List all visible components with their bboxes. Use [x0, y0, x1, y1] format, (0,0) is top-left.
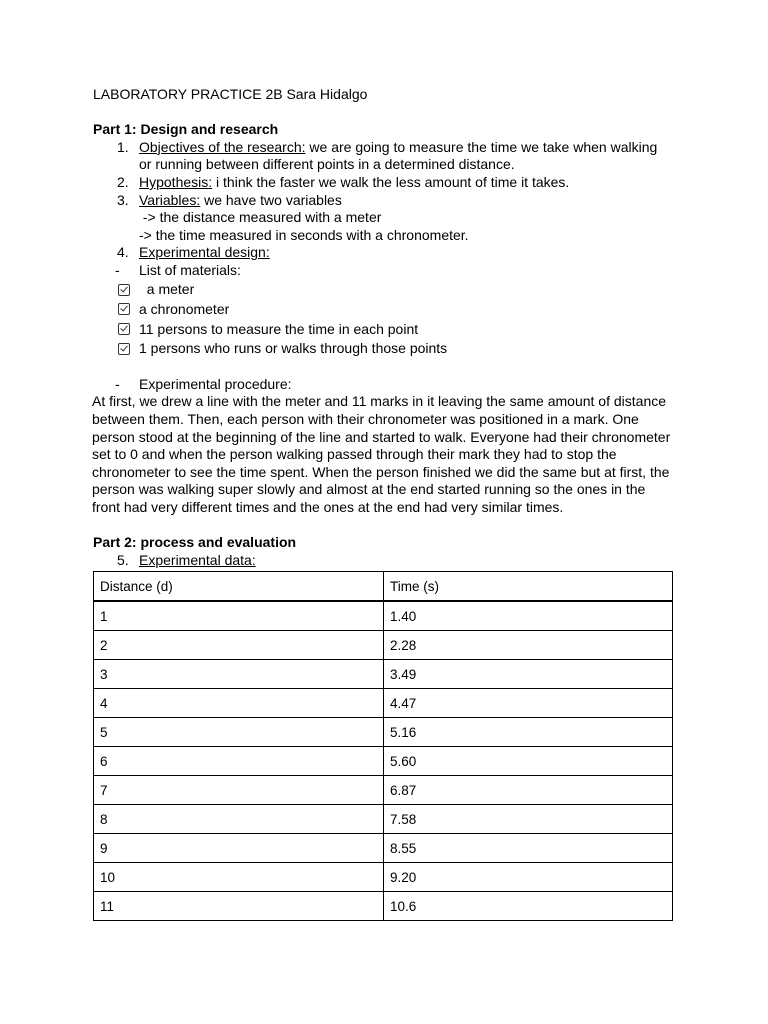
list-item-design — [93, 244, 673, 262]
table-row — [94, 805, 673, 834]
checkbox-checked-icon[interactable] — [118, 343, 130, 355]
distance-cell: 2 — [94, 631, 384, 660]
data-label: Experimental data: — [139, 551, 256, 568]
table-row — [94, 660, 673, 689]
table-row — [94, 892, 673, 921]
distance-cell: 11 — [94, 892, 384, 921]
distance-cell: 1 — [94, 601, 384, 631]
distance-cell: 7 — [94, 776, 384, 805]
time-cell: 6.87 — [384, 776, 673, 805]
checklist-item — [93, 299, 673, 319]
time-cell: 8.55 — [384, 834, 673, 863]
document-title: LABORATORY PRACTICE 2B Sara Hidalgo — [93, 86, 368, 102]
table-row — [94, 718, 673, 747]
checklist-item — [93, 280, 673, 300]
data-table — [93, 571, 673, 921]
time-cell: 9.20 — [384, 863, 673, 892]
procedure-heading — [93, 376, 673, 394]
time-cell: 10.6 — [384, 892, 673, 921]
distance-cell: 5 — [94, 718, 384, 747]
checklist-item-label: a chronometer — [139, 301, 230, 318]
spacer — [93, 517, 673, 535]
document-page — [93, 86, 673, 921]
table-header-cell: Distance (d) — [94, 572, 384, 602]
distance-cell: 9 — [94, 834, 384, 863]
materials-heading — [93, 262, 673, 280]
checkbox-checked-icon[interactable] — [118, 303, 130, 315]
table-row — [94, 601, 673, 631]
list-item-variables — [93, 192, 673, 210]
dash-bullet: - — [115, 375, 120, 392]
list-number: 3. — [117, 191, 129, 208]
time-cell: 4.47 — [384, 689, 673, 718]
table-row — [94, 689, 673, 718]
checklist-item-label: 1 persons who runs or walks through those points — [139, 340, 448, 357]
table-row — [94, 863, 673, 892]
time-cell: 5.60 — [384, 747, 673, 776]
list-number: 1. — [117, 138, 129, 155]
table-row — [94, 776, 673, 805]
checkbox-checked-icon[interactable] — [118, 323, 130, 335]
design-label: Experimental design: — [139, 244, 270, 261]
distance-cell: 6 — [94, 747, 384, 776]
list-number: 4. — [117, 244, 129, 261]
time-cell: 1.40 — [384, 601, 673, 631]
table-row — [94, 834, 673, 863]
distance-cell: 3 — [94, 660, 384, 689]
dash-bullet: - — [115, 261, 120, 278]
variable-distance: -> the distance measured with a meter — [139, 209, 382, 226]
objectives-text: we are going to measure the time we take when walking or running between different points in a determined distance. — [139, 138, 658, 173]
distance-cell: 4 — [94, 689, 384, 718]
distance-cell: 10 — [94, 863, 384, 892]
table-header-row — [94, 572, 673, 602]
procedure-paragraph: At first, we drew a line with the meter and 11 marks in it leaving the same amount of distance between them. Then, each person with their chronometer was positioned in a mark. One person stood at the beginning of the line and started to walk. Everyone had their chronometer set to 0 and when the person walking passed through their mark they had to stop the chronometer to see the time spent. When the person finished we did the same but at first, the person was walking super slowly and almost at the end started running so the ones in the front had very different times and the ones at the end had very similar times. — [92, 393, 671, 516]
time-cell: 7.58 — [384, 805, 673, 834]
hypothesis-label: Hypothesis: — [139, 173, 213, 190]
spacer — [93, 104, 673, 122]
variables-text: we have two variables — [200, 191, 342, 208]
checkbox-checked-icon[interactable] — [118, 284, 130, 296]
part1-heading: Part 1: Design and research — [93, 121, 279, 138]
time-cell: 3.49 — [384, 660, 673, 689]
distance-cell: 8 — [94, 805, 384, 834]
checklist-item — [93, 319, 673, 339]
list-item-hypothesis — [93, 174, 673, 192]
list-number: 2. — [117, 173, 129, 190]
checklist-item — [93, 339, 673, 359]
list-item-data — [93, 552, 673, 570]
checklist-item-label: a meter — [139, 281, 195, 298]
time-cell: 5.16 — [384, 718, 673, 747]
list-number: 5. — [117, 551, 129, 568]
checklist-item-label: 11 persons to measure the time in each point — [139, 320, 419, 337]
materials-label: List of materials: — [139, 261, 241, 278]
table-row — [94, 747, 673, 776]
variable-time: -> the time measured in seconds with a chronometer. — [139, 226, 469, 243]
procedure-label: Experimental procedure: — [139, 375, 292, 392]
spacer — [93, 358, 673, 376]
objectives-label: Objectives of the research: — [139, 138, 306, 155]
time-cell: 2.28 — [384, 631, 673, 660]
variables-label: Variables: — [139, 191, 201, 208]
table-row — [94, 631, 673, 660]
list-item-objectives — [93, 139, 673, 174]
part2-heading: Part 2: process and evaluation — [93, 534, 297, 551]
table-header-cell: Time (s) — [384, 572, 673, 602]
hypothesis-text: i think the faster we walk the less amount of time it takes. — [212, 173, 570, 190]
